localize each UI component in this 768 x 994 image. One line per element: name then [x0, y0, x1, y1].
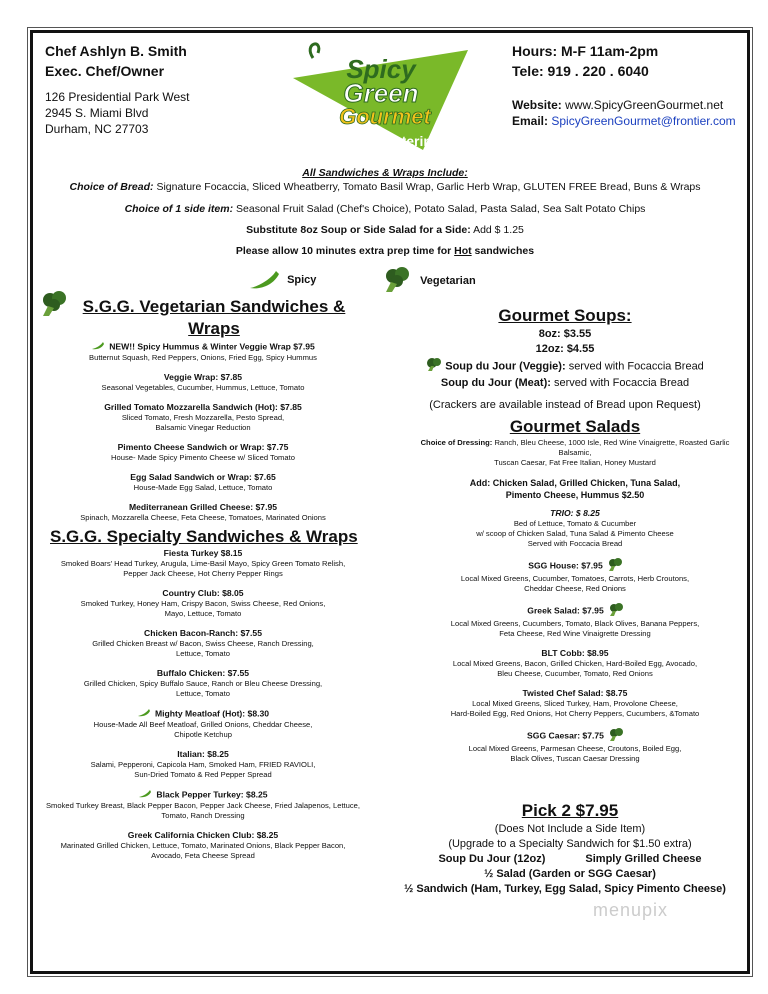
soup-meat-label: Soup du Jour (Meat):: [440, 377, 551, 389]
item-name-text: Country Club: $8.05: [162, 588, 244, 598]
menu-item-description: Chipotle Ketchup: [174, 730, 232, 739]
substitute-price: Add $ 1.25: [473, 224, 524, 236]
pepper-icon: [248, 268, 280, 293]
pick2-title: Pick 2 $7.95: [521, 801, 619, 820]
menu-item: [38, 402, 368, 433]
item-name-text: Grilled Tomato Mozzarella Sandwich (Hot): $7.85: [104, 402, 302, 412]
menu-item: [38, 830, 368, 861]
website-label: Website:: [512, 98, 562, 112]
menu-item: [38, 502, 368, 523]
item-name-text: SGG Caesar: $7.75: [527, 730, 604, 741]
menu-item-description: House- Made Spicy Pimento Cheese w/ Sliced Tomato: [111, 453, 295, 462]
salad-add-ons: Pimento Cheese, Hummus $2.50: [505, 490, 645, 500]
menu-item: [38, 588, 368, 619]
menu-item-description: Hard-Boiled Egg, Red Onions, Hot Cherry Peppers, Cucumbers, &Tomato: [450, 709, 700, 718]
phone: Tele: 919 . 220 . 6040: [512, 63, 649, 79]
includes-title: All Sandwiches & Wraps Include:: [302, 167, 468, 179]
specialty-title: S.G.G. Specialty Sandwiches & Wraps: [50, 527, 358, 546]
menu-item-name: [38, 830, 368, 841]
item-name-text: Egg Salad Sandwich or Wrap: $7.65: [130, 472, 276, 482]
item-name-text: Fiesta Turkey $8.15: [163, 548, 243, 558]
item-name-text: Veggie Wrap: $7.85: [163, 372, 243, 382]
menu-item-description: Avocado, Feta Cheese Spread: [151, 851, 255, 860]
item-name-text: Twisted Chef Salad: $8.75: [522, 688, 628, 698]
item-name-text: SGG House: $7.95: [528, 560, 603, 571]
menu-item-description: Cheddar Cheese, Red Onions: [524, 584, 626, 593]
website-link[interactable]: www.SpicyGreenGourmet.net: [565, 98, 724, 112]
item-name-text: Mediterranean Grilled Cheese: $7.95: [128, 502, 278, 512]
menu-item: [38, 472, 368, 493]
broccoli-icon: [426, 357, 442, 376]
item-name-text: Buffalo Chicken: $7.55: [156, 668, 250, 678]
menu-item-description: Bed of Lettuce, Tomato & Cucumber: [513, 519, 637, 528]
menu-item: [38, 789, 368, 821]
menu-item-name: [38, 402, 368, 413]
menu-item-description: Spinach, Mozzarella Cheese, Feta Cheese, Tomatoes, Marinated Onions: [80, 513, 326, 522]
chef-info: [45, 41, 190, 137]
item-name-text: NEW!! Spicy Hummus & Winter Veggie Wrap $7.95: [109, 341, 315, 352]
menu-item-description: Sliced Tomato, Fresh Mozzarella, Pesto Spread,: [121, 413, 285, 422]
salads-section: [400, 416, 750, 764]
menu-item: [38, 548, 368, 579]
item-name-text: BLT Cobb: $8.95: [541, 648, 609, 658]
pick2-option: ½ Salad (Garden or SGG Caesar): [484, 868, 656, 880]
soups-section: [390, 305, 740, 413]
menu-item-description: Local Mixed Greens, Sliced Turkey, Ham, Provolone Cheese,: [472, 699, 678, 708]
menu-item-name: [38, 502, 368, 513]
pepper-icon: [91, 341, 105, 353]
logo: [283, 38, 473, 158]
menu-item-description: Feta Cheese, Red Wine Vinaigrette Dressing: [499, 629, 651, 638]
prep-hot: Hot: [454, 245, 472, 257]
menu-item-description: Smoked Turkey, Honey Ham, Crispy Bacon, Swiss Cheese, Red Onions,: [80, 599, 326, 608]
vegetarian-section: [38, 296, 368, 523]
menu-item-name: [38, 341, 368, 353]
legend-spicy: [248, 268, 316, 293]
menu-item-name: [38, 548, 368, 559]
pepper-icon: [137, 708, 151, 720]
menu-item-description: Local Mixed Greens, Cucumbers, Tomato, Black Olives, Banana Peppers,: [450, 619, 700, 628]
bread-options: Signature Focaccia, Sliced Wheatberry, Tomato Basil Wrap, Garlic Herb Wrap, GLUTEN FREE Bread, Buns & Wraps: [156, 181, 701, 193]
pick2-note: (Upgrade to a Specialty Sandwich for $1.50 extra): [448, 838, 692, 850]
menu-item: [38, 442, 368, 463]
legend-vegetarian: [383, 266, 476, 297]
item-name-text: Pimento Cheese Sandwich or Wrap: $7.75: [117, 442, 289, 452]
menu-item-description: Local Mixed Greens, Parmesan Cheese, Croutons, Boiled Egg,: [468, 744, 682, 753]
watermark: menupix: [592, 900, 668, 920]
broccoli-icon: [609, 603, 623, 619]
broccoli-icon: [40, 290, 70, 323]
salad-add-ons: Add: Chicken Salad, Grilled Chicken, Tuna Salad,: [469, 478, 681, 488]
address-line: Durham, NC 27703: [45, 122, 149, 136]
menu-item: [400, 558, 750, 594]
menu-item-description: Marinated Grilled Chicken, Lettuce, Tomato, Marinated Onions, Black Pepper Bacon,: [60, 841, 346, 850]
menu-item-name: [38, 749, 368, 760]
hours: Hours: M-F 11am-2pm: [512, 43, 659, 59]
menu-item-name: [400, 648, 750, 659]
menu-item-description: Butternut Squash, Red Peppers, Onions, Fried Egg, Spicy Hummus: [89, 353, 317, 362]
prep-note-end: sandwiches: [471, 245, 535, 257]
chef-name: Chef Ashlyn B. Smith: [45, 43, 187, 59]
menu-item: [400, 648, 750, 679]
legend-vegetarian-label: Vegetarian: [420, 275, 476, 288]
side-options: Seasonal Fruit Salad (Chef's Choice), Potato Salad, Pasta Salad, Sea Salt Potato Chips: [236, 203, 646, 215]
menu-item: [38, 341, 368, 363]
menu-item-name: [38, 668, 368, 679]
menu-item-description: Smoked Boars' Head Turkey, Arugula, Lime-Basil Mayo, Spicy Green Tomato Relish,: [60, 559, 346, 568]
item-name-text: Greek Salad: $7.95: [527, 605, 604, 616]
soup-size: 12oz: $4.55: [535, 343, 595, 355]
menu-item: [400, 688, 750, 719]
menu-item-description: House-Made Egg Salad, Lettuce, Tomato: [133, 483, 273, 492]
specialty-section: [38, 526, 368, 861]
menu-item-description: Grilled Chicken Breast w/ Bacon, Swiss Cheese, Ranch Dressing,: [92, 639, 314, 648]
menu-item-name: [400, 688, 750, 699]
broccoli-icon: [608, 558, 622, 574]
menu-item-description: Smoked Turkey Breast, Black Pepper Bacon, Pepper Jack Cheese, Fried Jalapenos, Lettuce,: [45, 801, 361, 810]
vegetarian-title: S.G.G. Vegetarian Sandwiches & Wraps: [82, 297, 346, 338]
menu-item-description: Balsamic Vinegar Reduction: [155, 423, 251, 432]
chef-title: Exec. Chef/Owner: [45, 63, 165, 79]
item-name-text: TRIO: $ 8.25: [550, 508, 600, 518]
menu-item-description: Salami, Pepperoni, Capicola Ham, Smoked Ham, FRIED RAVIOLI,: [90, 760, 316, 769]
dressing-options: Ranch, Bleu Cheese, 1000 Isle, Red Wine Vinaigrette, Roasted Garlic: [494, 438, 730, 447]
menu-item-description: Bleu Cheese, Cucumber, Tomato, Red Onions: [497, 669, 653, 678]
menu-item: [400, 603, 750, 639]
menu-item-name: [38, 789, 368, 801]
bread-label: Choice of Bread:: [69, 181, 154, 193]
soup-veggie-label: Soup du Jour (Veggie):: [445, 360, 566, 373]
pick2-note: (Does Not Include a Side Item): [494, 823, 646, 835]
prep-note: Please allow 10 minutes extra prep time for: [235, 245, 455, 257]
menu-item-description: Pepper Jack Cheese, Hot Cherry Pepper Rings: [123, 569, 283, 578]
menu-item: [400, 728, 750, 764]
menu-item-description: House-Made All Beef Meatloaf, Grilled Onions, Cheddar Cheese,: [93, 720, 313, 729]
menu-item-name: [400, 603, 750, 619]
menu-item-description: Mayo, Lettuce, Tomato: [164, 609, 242, 618]
soup-veggie-desc: served with Focaccia Bread: [568, 360, 704, 373]
menu-item-name: [400, 728, 750, 744]
menu-item-name: [400, 558, 750, 574]
address-line: 2945 S. Miami Blvd: [45, 106, 149, 120]
menu-item-name: [38, 372, 368, 383]
salads-title: Gourmet Salads: [509, 417, 641, 436]
pick2-section: [395, 800, 745, 897]
email-link[interactable]: SpicyGreenGourmet@frontier.com: [551, 114, 736, 128]
menu-item-description: Local Mixed Greens, Bacon, Grilled Chicken, Hard-Boiled Egg, Avocado,: [452, 659, 698, 668]
contact-info: [512, 41, 736, 129]
pepper-icon: [138, 789, 152, 801]
soup-size: 8oz: $3.55: [538, 328, 592, 340]
item-name-text: Italian: $8.25: [177, 749, 229, 759]
dressing-options: Tuscan Caesar, Fat Free Italian, Honey Mustard: [494, 458, 656, 467]
address-line: 126 Presidential Park West: [45, 90, 190, 104]
menu-item: [38, 372, 368, 393]
svg-text:Green: Green: [343, 78, 419, 108]
item-name-text: Mighty Meatloaf (Hot): $8.30: [154, 708, 270, 719]
menu-item: [400, 508, 750, 549]
menu-item-description: Seasonal Vegetables, Cucumber, Hummus, Lettuce, Tomato: [101, 383, 305, 392]
menu-item-description: Sun-Dried Tomato & Red Pepper Spread: [134, 770, 272, 779]
menu-item-name: [38, 628, 368, 639]
item-name-text: Greek California Chicken Club: $8.25: [127, 830, 279, 840]
svg-text:cafe · catering: cafe · catering: [345, 133, 441, 149]
menu-item-description: Lettuce, Tomato: [176, 689, 230, 698]
item-name-text: Chicken Bacon-Ranch: $7.55: [144, 628, 262, 638]
soup-meat-desc: served with Focaccia Bread: [553, 377, 690, 389]
menu-item: [38, 668, 368, 699]
menu-item: [38, 628, 368, 659]
email-label: Email:: [512, 114, 549, 128]
menu-item-description: Black Olives, Tuscan Caesar Dressing: [510, 754, 640, 763]
menu-item-description: w/ scoop of Chicken Salad, Tuna Salad & Pimento Cheese: [476, 529, 674, 538]
dressing-options: Balsamic,: [558, 448, 592, 457]
menu-item-name: [38, 708, 368, 720]
side-label: Choice of 1 side item:: [124, 203, 234, 215]
item-name-text: Black Pepper Turkey: $8.25: [156, 789, 268, 800]
menu-item-name: [400, 508, 750, 519]
svg-text:Gourmet: Gourmet: [339, 104, 431, 129]
svg-text:Spicy: Spicy: [346, 54, 416, 84]
broccoli-icon: [383, 266, 413, 297]
substitute-label: Substitute 8oz Soup or Side Salad for a Side:: [246, 224, 471, 236]
menu-item-description: Grilled Chicken, Spicy Buffalo Sauce, Ranch or Bleu Cheese Dressing,: [83, 679, 323, 688]
menu-item-name: [38, 588, 368, 599]
legend-spicy-label: Spicy: [287, 274, 317, 287]
pick2-option: Soup Du Jour (12oz): [438, 853, 546, 865]
menu-item-description: Tomato, Ranch Dressing: [161, 811, 245, 820]
menu-item-description: Lettuce, Tomato: [176, 649, 230, 658]
menu-item-description: Local Mixed Greens, Cucumber, Tomatoes, Carrots, Herb Croutons,: [460, 574, 690, 583]
broccoli-icon: [609, 728, 623, 744]
menu-item: [38, 708, 368, 740]
soups-note: (Crackers are available instead of Bread upon Request): [429, 399, 701, 411]
pick2-option: Simply Grilled Cheese: [585, 853, 702, 865]
pick2-option: ½ Sandwich (Ham, Turkey, Egg Salad, Spicy Pimento Cheese): [404, 883, 726, 895]
menu-item-description: Served with Foccacia Bread: [527, 539, 623, 548]
menu-item-name: [38, 472, 368, 483]
menu-item: [38, 749, 368, 780]
dressing-label: Choice of Dressing:: [420, 438, 493, 447]
menu-item-name: [38, 442, 368, 453]
soups-title: Gourmet Soups:: [498, 306, 632, 325]
